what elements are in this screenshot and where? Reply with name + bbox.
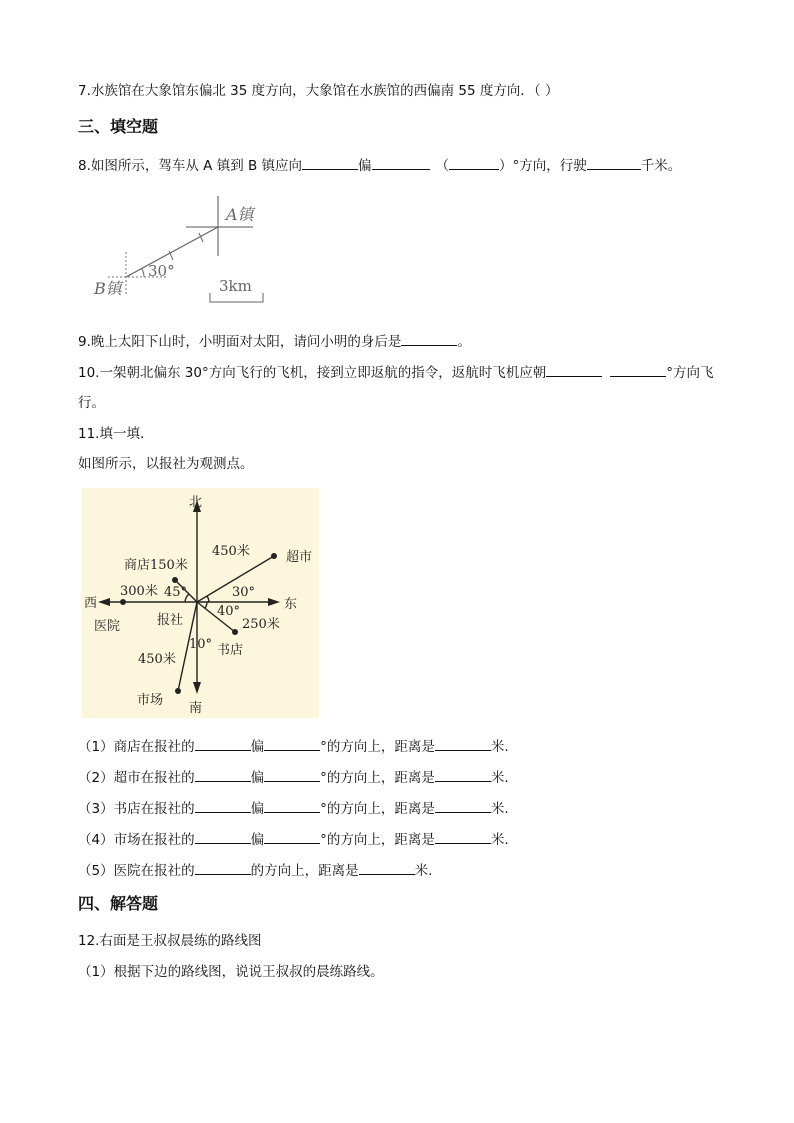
item-tail: °的方向上，距离是 xyxy=(320,770,435,786)
point-market xyxy=(175,688,181,694)
question-8 xyxy=(78,155,681,175)
blank-direction[interactable] xyxy=(195,736,251,751)
blank-distance[interactable] xyxy=(359,860,415,875)
blank-distance[interactable] xyxy=(435,829,491,844)
q11-item-2 xyxy=(78,767,509,787)
section-4-title: 四、解答题 xyxy=(78,894,159,913)
item-tail: °的方向上，距离是 xyxy=(320,801,435,817)
label-north: 北 xyxy=(189,495,203,510)
item-label: （1）商店在报社的 xyxy=(78,739,195,755)
q8-blank-1[interactable] xyxy=(302,155,358,170)
q9-blank[interactable] xyxy=(401,331,457,346)
question-12: 12.右面是王叔叔晨练的路线图 xyxy=(78,933,262,949)
point-supermarket xyxy=(271,553,277,559)
question-11-title: 11.填一填. xyxy=(78,426,145,442)
label-450-top: 450米 xyxy=(212,544,250,559)
blank-distance[interactable] xyxy=(435,798,491,813)
q8-text-4: ）°方向，行驶 xyxy=(499,158,587,174)
item-end: 米. xyxy=(490,739,509,755)
question-10-cont: 行。 xyxy=(78,395,105,411)
item-label: （5）医院在报社的 xyxy=(78,863,195,879)
q10-blank-1[interactable] xyxy=(546,362,602,377)
q10-text-2: °方向飞 xyxy=(666,365,714,381)
item-label: （3）书店在报社的 xyxy=(78,801,195,817)
q11-item-3 xyxy=(78,798,509,818)
q11-figure xyxy=(82,488,319,718)
blank-direction[interactable] xyxy=(195,829,251,844)
blank-angle[interactable] xyxy=(264,767,320,782)
q8-text-3: （ xyxy=(435,158,450,174)
blank-direction[interactable] xyxy=(195,798,251,813)
item-tail: °的方向上，距离是 xyxy=(320,739,435,755)
label-newspaper-office: 报社 xyxy=(157,613,184,628)
blank-direction[interactable] xyxy=(195,767,251,782)
question-12-sub-1: （1）根据下边的路线图，说说王叔叔的晨练路线。 xyxy=(78,964,384,980)
item-tail: 的方向上，距离是 xyxy=(250,863,359,879)
point-shop xyxy=(172,577,178,583)
q11-item-5 xyxy=(78,860,432,880)
q10-text-1: 10.一架朝北偏东 30°方向飞行的飞机，接到立即返航的指令，返航时飞机应朝 xyxy=(78,365,547,381)
item-mid: 偏 xyxy=(250,832,265,848)
blank-angle[interactable] xyxy=(264,798,320,813)
item-label: （4）市场在报社的 xyxy=(78,832,195,848)
label-b-town: B镇 xyxy=(94,279,122,298)
point-hospital xyxy=(120,599,126,605)
label-angle-30: 30° xyxy=(232,585,256,600)
angle-label: 30° xyxy=(148,262,175,280)
angle-arc xyxy=(142,269,144,277)
label-300: 300米 xyxy=(120,584,158,599)
item-tail: °的方向上，距离是 xyxy=(320,832,435,848)
item-end: 米. xyxy=(490,770,509,786)
item-mid: 偏 xyxy=(250,739,265,755)
q8-text-5: 千米。 xyxy=(640,158,682,174)
blank-distance[interactable] xyxy=(435,736,491,751)
q8-blank-2[interactable] xyxy=(372,155,430,170)
label-angle-10: 10° xyxy=(189,637,213,652)
blank-direction[interactable] xyxy=(195,860,251,875)
blank-distance[interactable] xyxy=(435,767,491,782)
q9-end: 。 xyxy=(457,334,471,350)
label-250: 250米 xyxy=(242,617,280,632)
question-7: 7.水族馆在大象馆东偏北 35 度方向，大象馆在水族馆的西偏南 55 度方向．（ ） xyxy=(78,83,559,99)
item-mid: 偏 xyxy=(250,801,265,817)
label-450-bottom: 450米 xyxy=(138,652,176,667)
scale-label: 3km xyxy=(219,277,252,295)
label-bookstore: 书店 xyxy=(217,643,244,658)
item-end: 米. xyxy=(490,832,509,848)
blank-angle[interactable] xyxy=(264,829,320,844)
q11-item-4 xyxy=(78,829,509,849)
section-3-title: 三、填空题 xyxy=(78,117,159,136)
item-mid: 偏 xyxy=(250,770,265,786)
label-angle-40: 40° xyxy=(217,604,241,619)
q10-blank-2[interactable] xyxy=(610,362,666,377)
q8-blank-3[interactable] xyxy=(449,155,499,170)
label-supermarket: 超市 xyxy=(286,550,313,565)
item-end: 米. xyxy=(490,801,509,817)
label-a-town: A镇 xyxy=(226,205,254,224)
q9-text: 9.晚上太阳下山时，小明面对太阳，请问小明的身后是 xyxy=(78,334,402,350)
q8-figure xyxy=(88,190,288,315)
q11-item-1 xyxy=(78,736,509,756)
label-market: 市场 xyxy=(137,693,164,708)
point-bookstore xyxy=(232,629,238,635)
question-11-intro: 如图所示，以报社为观测点。 xyxy=(78,456,254,472)
q8-blank-4[interactable] xyxy=(587,155,641,170)
question-10 xyxy=(78,362,713,382)
item-label: （2）超市在报社的 xyxy=(78,770,195,786)
label-west: 西 xyxy=(84,596,98,611)
label-angle-45: 45° xyxy=(164,585,188,600)
question-9 xyxy=(78,331,471,351)
label-south: 南 xyxy=(189,701,203,716)
q8-text-2: 偏 xyxy=(358,158,372,174)
label-east: 东 xyxy=(284,597,298,612)
q8-text-1: 8.如图所示，驾车从 A 镇到 B 镇应向 xyxy=(78,158,303,174)
blank-angle[interactable] xyxy=(264,736,320,751)
label-hospital: 医院 xyxy=(94,619,121,634)
item-end: 米. xyxy=(414,863,433,879)
label-shop: 商店150米 xyxy=(124,558,188,573)
